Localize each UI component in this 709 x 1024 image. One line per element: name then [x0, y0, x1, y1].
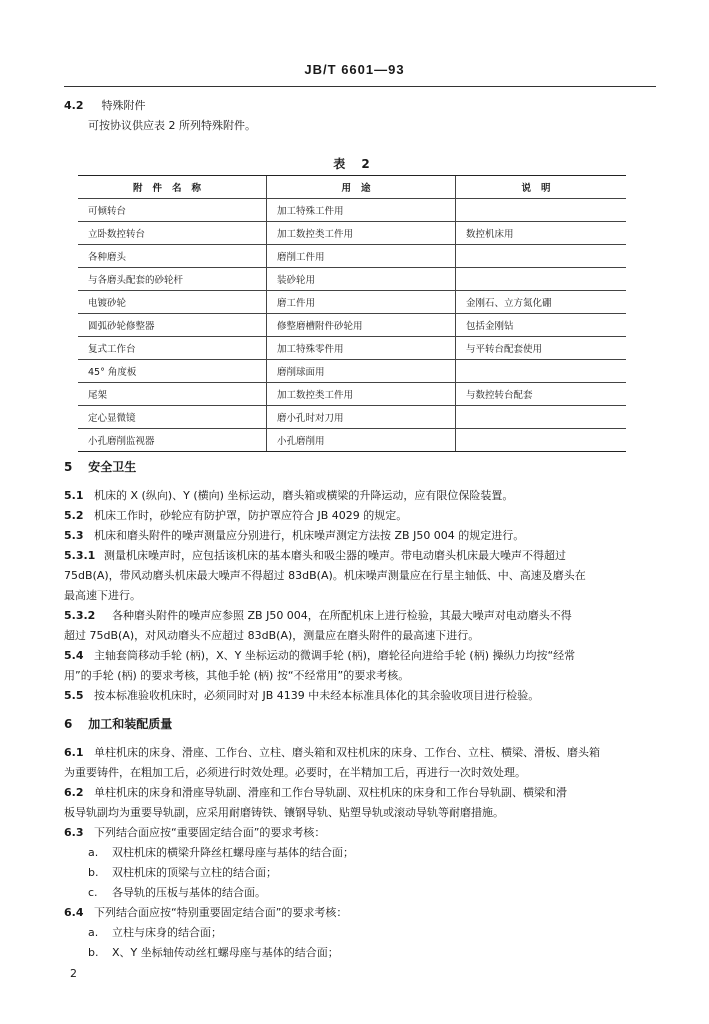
list-item-label: c.: [88, 886, 98, 899]
clause-5-3: [64, 527, 524, 544]
table-cell: [456, 429, 627, 452]
table-cell: 与平转台配套使用: [456, 337, 627, 360]
table-cell: 各种磨头: [78, 245, 267, 268]
section-title: 加工和装配质量: [88, 717, 173, 731]
table-cell: 装砂轮用: [267, 268, 456, 291]
section-5-heading: [64, 459, 136, 476]
table-cell: 圆弧砂轮修整器: [78, 314, 267, 337]
table-cell: 磨工件用: [267, 291, 456, 314]
table-cell: 加工数控类工件用: [267, 383, 456, 406]
clause-6-4: [64, 904, 347, 921]
section-number: 6: [64, 717, 73, 731]
table-cell: [456, 245, 627, 268]
clause-number: 6.2: [64, 786, 84, 799]
list-item-text: X、Y 坐标轴传动丝杠螺母座与基体的结合面；: [112, 946, 339, 959]
clause-number: 5.1: [64, 489, 84, 502]
list-item-label: a.: [88, 846, 99, 859]
clause-5-2: [64, 507, 407, 524]
table-cell: 磨小孔时对刀用: [267, 406, 456, 429]
clause-text: 各种磨头附件的噪声应参照 ZB J50 004，在所配机床上进行检验，其最大噪声对电动磨头不得: [112, 609, 572, 622]
clause-5-3-2-line-2: 超过 75dB(A)，对风动磨头不应超过 83dB(A)，测量应在磨头附件的最高速下进行。: [64, 629, 480, 642]
table-cell: 可倾转台: [78, 199, 267, 222]
clause-5-1: [64, 487, 513, 504]
table-row: [78, 268, 626, 291]
clause-6-2-line-1: [64, 784, 567, 801]
table-cell: 磨削工件用: [267, 245, 456, 268]
list-item: [88, 944, 339, 961]
table-cell: 与数控转台配套: [456, 383, 627, 406]
clause-number: 5.3.1: [64, 549, 96, 562]
clause-5-3-1-line-1: [64, 547, 566, 564]
column-header-use: 用途: [267, 176, 456, 199]
list-item-text: 各导轨的压板与基体的结合面。: [112, 886, 266, 899]
header-rule: [64, 86, 656, 87]
table-cell: 数控机床用: [456, 222, 627, 245]
table-cell: 包括金刚钻: [456, 314, 627, 337]
section-title: 安全卫生: [88, 460, 137, 474]
clause-text: 机床和磨头附件的噪声测量应分别进行，机床噪声测定方法按 ZB J50 004 的规定进行。: [94, 529, 525, 542]
list-item-label: a.: [88, 926, 99, 939]
clause-5-3-1-line-3: 最高速下进行。: [64, 589, 141, 602]
table-cell: 磨削球面用: [267, 360, 456, 383]
list-item-text: 双柱机床的顶梁与立柱的结合面；: [112, 866, 277, 879]
section-title: 特殊附件: [101, 99, 146, 112]
table-row: [78, 360, 626, 383]
list-item-label: b.: [88, 866, 99, 879]
clause-text: 单柱机床的床身、滑座、工作台、立柱、磨头箱和双柱机床的床身、工作台、立柱、横梁、滑板、磨头箱: [94, 746, 600, 759]
clause-number: 5.2: [64, 509, 84, 522]
table-row: [78, 314, 626, 337]
table-row: [78, 199, 626, 222]
accessories-table: [78, 175, 626, 452]
clause-number: 6.1: [64, 746, 84, 759]
table-cell: 立卧数控转台: [78, 222, 267, 245]
table-row: [78, 383, 626, 406]
clause-text: 测量机床噪声时，应包括该机床的基本磨头和吸尘器的噪声。带电动磨头机床最大噪声不得超过: [104, 549, 566, 562]
section-number: 4.2: [64, 99, 84, 112]
clause-5-3-2-line-1: [64, 607, 572, 624]
clause-5-4-line-1: [64, 647, 575, 664]
clause-text: 按本标准验收机床时，必须同时对 JB 4139 中未经本标准具体化的其余验收项目进行检验。: [94, 689, 540, 702]
table-cell: [456, 268, 627, 291]
clause-text: 机床的 X (纵向)、Y (横向) 坐标运动，磨头箱或横梁的升降运动，应有限位保险装置。: [94, 489, 514, 502]
clause-6-1-line-1: [64, 744, 600, 761]
section-4-2-text: 可按协议供应表 2 所列特殊附件。: [88, 119, 256, 132]
section-4-2: [64, 97, 146, 114]
clause-6-2-line-2: 板导轨副均为重要导轨副，应采用耐磨铸铁、镶钢导轨、贴塑导轨或滚动导轨等耐磨措施。: [64, 806, 504, 819]
table-cell: [456, 406, 627, 429]
table-body: [78, 199, 626, 452]
table-cell: 45° 角度板: [78, 360, 267, 383]
clause-6-1-line-2: 为重要铸件，在粗加工后，必须进行时效处理。必要时，在半精加工后，再进行一次时效处理。: [64, 766, 526, 779]
table-row: [78, 337, 626, 360]
table-cell: 小孔磨削用: [267, 429, 456, 452]
clause-5-4-line-2: 用”的手轮 (柄) 的要求考核，其他手轮 (柄) 按“不经常用”的要求考核。: [64, 669, 410, 682]
clause-number: 5.4: [64, 649, 84, 662]
list-item-label: b.: [88, 946, 99, 959]
table-cell: 与各磨头配套的砂轮杆: [78, 268, 267, 291]
clause-text: 下列结合面应按“特别重要固定结合面”的要求考核：: [94, 906, 348, 919]
list-item: [88, 924, 222, 941]
clause-number: 5.3.2: [64, 609, 96, 622]
table-cell: 加工特殊工件用: [267, 199, 456, 222]
clause-6-3: [64, 824, 325, 841]
column-header-name: 附件名称: [78, 176, 267, 199]
table-cell: 小孔磨削监视器: [78, 429, 267, 452]
list-item-text: 双柱机床的横梁升降丝杠螺母座与基体的结合面；: [112, 846, 354, 859]
list-item-text: 立柱与床身的结合面；: [112, 926, 222, 939]
table-row: [78, 245, 626, 268]
table-cell: 金刚石、立方氮化硼: [456, 291, 627, 314]
table-row: [78, 291, 626, 314]
clause-5-5: [64, 687, 539, 704]
table-cell: [456, 199, 627, 222]
clause-text: 下列结合面应按“重要固定结合面”的要求考核：: [94, 826, 326, 839]
clause-text: 机床工作时，砂轮应有防护罩，防护罩应符合 JB 4029 的规定。: [94, 509, 408, 522]
table-cell: 定心显微镜: [78, 406, 267, 429]
clause-number: 5.3: [64, 529, 84, 542]
document-header: JB/T 6601—93: [304, 62, 405, 77]
table-cell: 修整磨槽附件砂轮用: [267, 314, 456, 337]
column-header-note: 说明: [456, 176, 627, 199]
table-caption: 表 2: [333, 157, 376, 171]
clause-5-3-1-line-2: 75dB(A)，带风动磨头机床最大噪声不得超过 83dB(A)。机床噪声测量应在行星主轴低、中、高速及磨头在: [64, 569, 586, 582]
table-cell: 加工特殊零件用: [267, 337, 456, 360]
clause-number: 6.4: [64, 906, 84, 919]
clause-text: 主轴套筒移动手轮 (柄)，X、Y 坐标运动的微调手轮 (柄)，磨轮径向进给手轮 (柄) 操纵力均按“经常: [94, 649, 576, 662]
table-row: [78, 406, 626, 429]
table-cell: 加工数控类工件用: [267, 222, 456, 245]
section-6-heading: [64, 716, 172, 733]
page-number: 2: [70, 967, 77, 980]
table-row: [78, 429, 626, 452]
table-cell: [456, 360, 627, 383]
list-item: [88, 844, 354, 861]
clause-number: 6.3: [64, 826, 84, 839]
section-number: 5: [64, 460, 73, 474]
list-item: [88, 884, 266, 901]
table-cell: 电镀砂轮: [78, 291, 267, 314]
table-row: [78, 222, 626, 245]
table-header-row: [78, 176, 626, 199]
clause-number: 5.5: [64, 689, 84, 702]
table-cell: 复式工作台: [78, 337, 267, 360]
list-item: [88, 864, 277, 881]
clause-text: 单柱机床的床身和滑座导轨副、滑座和工作台导轨副、双柱机床的床身和工作台导轨副、横梁和滑: [94, 786, 567, 799]
table-cell: 尾架: [78, 383, 267, 406]
